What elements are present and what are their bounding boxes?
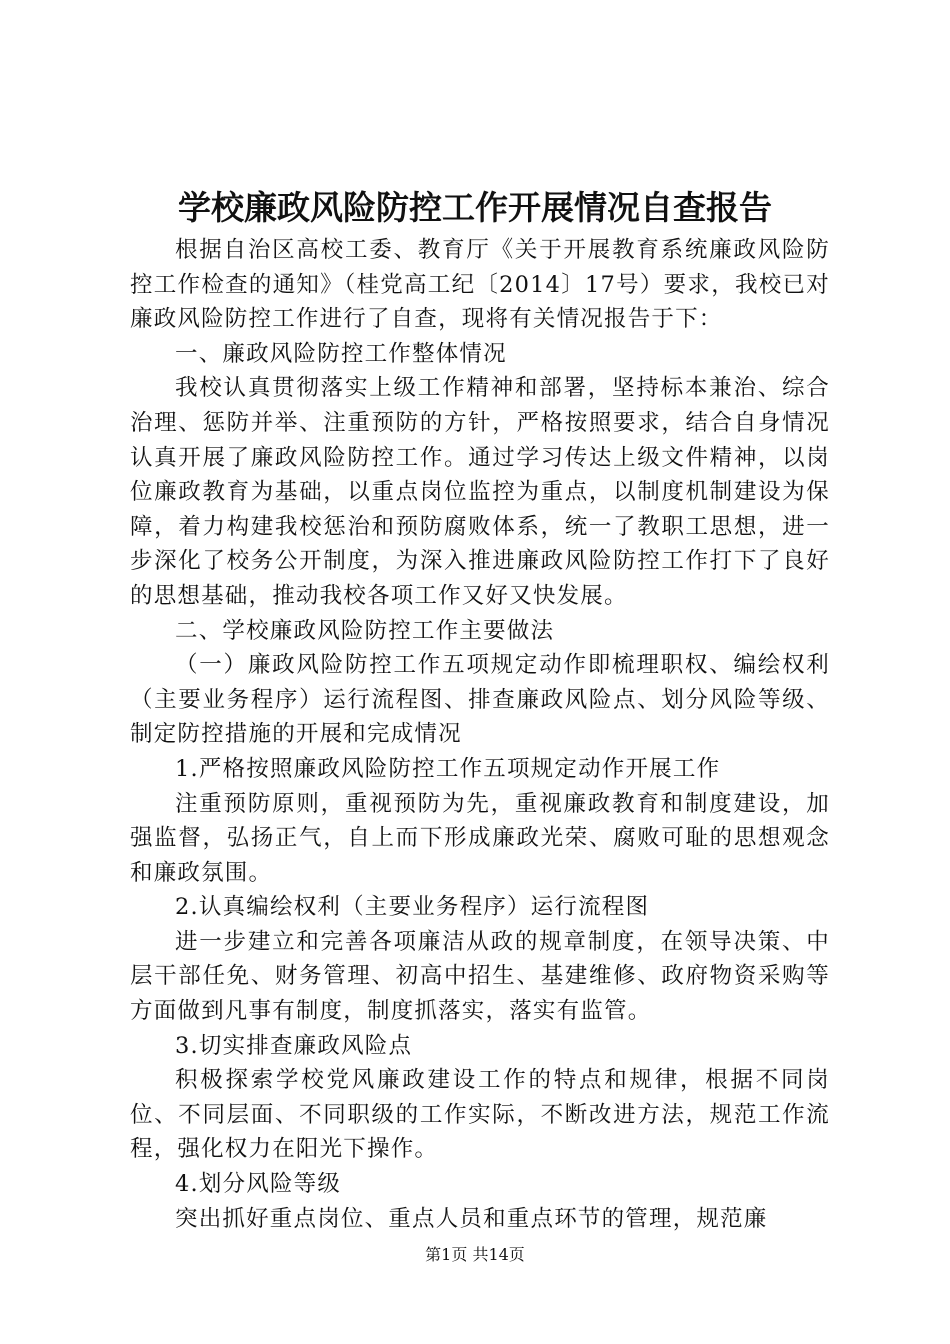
paragraph-item-4: 突出抓好重点岗位、重点人员和重点环节的管理，规范廉: [175, 1205, 768, 1232]
heading-item-3: 3.切实排查廉政风险点: [175, 1032, 413, 1059]
heading-section-2: 二、学校廉政风险防控工作主要做法: [175, 617, 555, 644]
page-footer: 第1页 共14页: [425, 1245, 525, 1264]
heading-subsection-1: （一）廉政风险防控工作五项规定动作即梳理职权、编绘权利（主要业务程序）运行流程图、排查廉政风险点、划分风险等级、制定防控措施的开展和完成情况: [130, 652, 830, 748]
document-title: 学校廉政风险防控工作开展情况自查报告: [178, 188, 772, 227]
document-body: [130, 233, 830, 1236]
paragraph-item-2: 进一步建立和完善各项廉洁从政的规章制度，在领导决策、中层干部任免、财务管理、初高中招生、基建维修、政府物资采购等方面做到凡事有制度，制度抓落实，落实有监管。: [130, 928, 830, 1025]
paragraph-intro: 根据自治区高校工委、教育厅《关于开展教育系统廉政风险防控工作检查的通知》（桂党高工纪〔2014〕17号）要求，我校已对廉政风险防控工作进行了自查，现将有关情况报告于下：: [130, 237, 830, 333]
paragraph-item-3: 积极探索学校党风廉政建设工作的特点和规律，根据不同岗位、不同层面、不同职级的工作实际，不断改进方法，规范工作流程，强化权力在阳光下操作。: [130, 1067, 830, 1163]
paragraph-section-1: 我校认真贯彻落实上级工作精神和部署，坚持标本兼治、综合治理、惩防并举、注重预防的方针，严格按照要求，结合自身情况认真开展了廉政风险防控工作。通过学习传达上级文件精神，以岗位廉政教育为基础，以重点岗位监控为重点，以制度机制建设为保障，着力构建我校惩治和预防腐败体系，统一了教职工思想，进一步深化了校务公开制度，为深入推进廉政风险防控工作打下了良好的思想基础，推动我校各项工作又好又快发展。: [130, 375, 830, 609]
heading-item-2: 2.认真编绘权利（主要业务程序）运行流程图: [175, 894, 650, 921]
heading-item-4: 4.划分风险等级: [175, 1171, 342, 1198]
heading-item-1: 1.严格按照廉政风险防控工作五项规定动作开展工作: [175, 755, 721, 782]
heading-section-1: 一、廉政风险防控工作整体情况: [175, 340, 507, 367]
paragraph-item-1: 注重预防原则，重视预防为先，重视廉政教育和制度建设，加强监督，弘扬正气，自上而下形成廉政光荣、腐败可耻的思想观念和廉政氛围。: [130, 790, 830, 886]
